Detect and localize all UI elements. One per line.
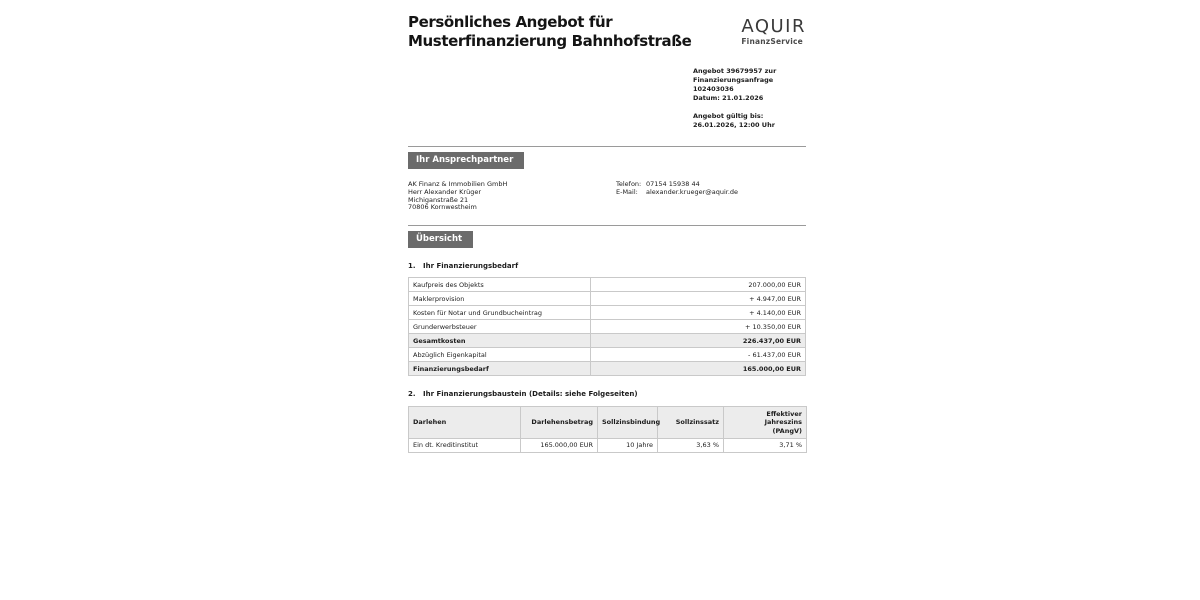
row-label: Finanzierungsbedarf	[409, 362, 591, 376]
company-logo	[741, 18, 806, 51]
row-value: + 10.350,00 EUR	[591, 320, 806, 334]
row-value: + 4.947,00 EUR	[591, 292, 806, 306]
header-effektiver-line2: (PAngV)	[772, 426, 802, 435]
row-value: + 4.140,00 EUR	[591, 306, 806, 320]
section-1-label: Ihr Finanzierungsbedarf	[423, 262, 519, 271]
row-label: Kaufpreis des Objekts	[409, 278, 591, 292]
contact-details	[616, 181, 738, 212]
loan-table-data-row	[409, 438, 807, 452]
overview-section-heading	[408, 225, 806, 248]
section-2-title	[408, 390, 806, 398]
loan-effective-rate: 3,71 %	[724, 438, 807, 452]
table-row	[409, 306, 806, 320]
loan-component-table	[408, 406, 807, 453]
logo-subtitle: FinanzService	[741, 37, 803, 46]
offer-validity	[693, 112, 806, 130]
contact-person: Herr Alexander Krüger	[408, 187, 481, 196]
page-title	[408, 13, 691, 51]
header-darlehen: Darlehen	[409, 407, 521, 439]
row-value: 207.000,00 EUR	[591, 278, 806, 292]
contact-block	[408, 181, 806, 212]
header-effektiver-jahreszins	[724, 407, 807, 439]
contact-street: Michiganstraße 21	[408, 195, 469, 204]
financing-need-table	[408, 277, 806, 376]
contact-detail-values	[646, 181, 738, 212]
offer-reference	[693, 67, 806, 103]
logo-wordmark: AQUIR	[741, 16, 806, 37]
section-1-title	[408, 262, 806, 270]
row-label: Abzüglich Eigenkapital	[409, 348, 591, 362]
table-row	[409, 278, 806, 292]
contact-address	[408, 181, 616, 212]
loan-nominal-rate: 3,63 %	[658, 438, 724, 452]
email-label: E-Mail:	[616, 187, 638, 196]
row-label: Kosten für Notar und Grundbucheintrag	[409, 306, 591, 320]
financing-request-line: Finanzierungsanfrage 102403036	[693, 76, 774, 93]
offer-meta	[693, 67, 806, 130]
contact-heading-label: Ihr Ansprechpartner	[408, 152, 524, 169]
loan-amount: 165.000,00 EUR	[521, 438, 598, 452]
contact-detail-labels	[616, 181, 646, 212]
page-title-line2: Musterfinanzierung Bahnhofstraße	[408, 32, 692, 50]
header-effektiver-line1: Effektiver Jahreszins	[764, 409, 802, 427]
header-sollzinssatz: Sollzinssatz	[658, 407, 724, 439]
section-2-label: Ihr Finanzierungsbaustein (Details: siehe Folgeseiten)	[423, 390, 638, 399]
table-row	[409, 348, 806, 362]
row-label: Grunderwerbsteuer	[409, 320, 591, 334]
phone-label: Telefon:	[616, 180, 642, 188]
row-label: Maklerprovision	[409, 292, 591, 306]
loan-table-header-row	[409, 407, 807, 439]
row-value: 226.437,00 EUR	[591, 334, 806, 348]
loan-fixed-period: 10 Jahre	[598, 438, 658, 452]
contact-section-heading	[408, 146, 806, 169]
offer-number-line: Angebot 39679957 zur	[693, 67, 777, 75]
document-header	[408, 13, 806, 51]
header-darlehensbetrag: Darlehensbetrag	[521, 407, 598, 439]
document-page	[408, 0, 806, 453]
table-row	[409, 292, 806, 306]
table-row	[409, 320, 806, 334]
table-row-financing-need	[409, 362, 806, 376]
contact-company: AK Finanz & Immobilien GmbH	[408, 180, 508, 188]
offer-date: Datum: 21.01.2026	[693, 94, 764, 102]
overview-heading-label: Übersicht	[408, 231, 473, 248]
loan-lender: Ein dt. Kreditinstitut	[409, 438, 521, 452]
row-value: 165.000,00 EUR	[591, 362, 806, 376]
email-value: alexander.krueger@aquir.de	[646, 187, 739, 196]
table-row-total-costs	[409, 334, 806, 348]
phone-value: 07154 15938 44	[646, 180, 700, 188]
validity-label: Angebot gültig bis:	[693, 112, 764, 120]
section-2-number: 2.	[408, 390, 416, 399]
row-value: - 61.437,00 EUR	[591, 348, 806, 362]
validity-value: 26.01.2026, 12:00 Uhr	[693, 121, 775, 129]
contact-city: 70806 Kornwestheim	[408, 203, 477, 212]
row-label: Gesamtkosten	[409, 334, 591, 348]
header-sollzinsbindung: Sollzinsbindung	[598, 407, 658, 439]
page-title-line1: Persönliches Angebot für	[408, 13, 613, 31]
section-1-number: 1.	[408, 262, 416, 271]
